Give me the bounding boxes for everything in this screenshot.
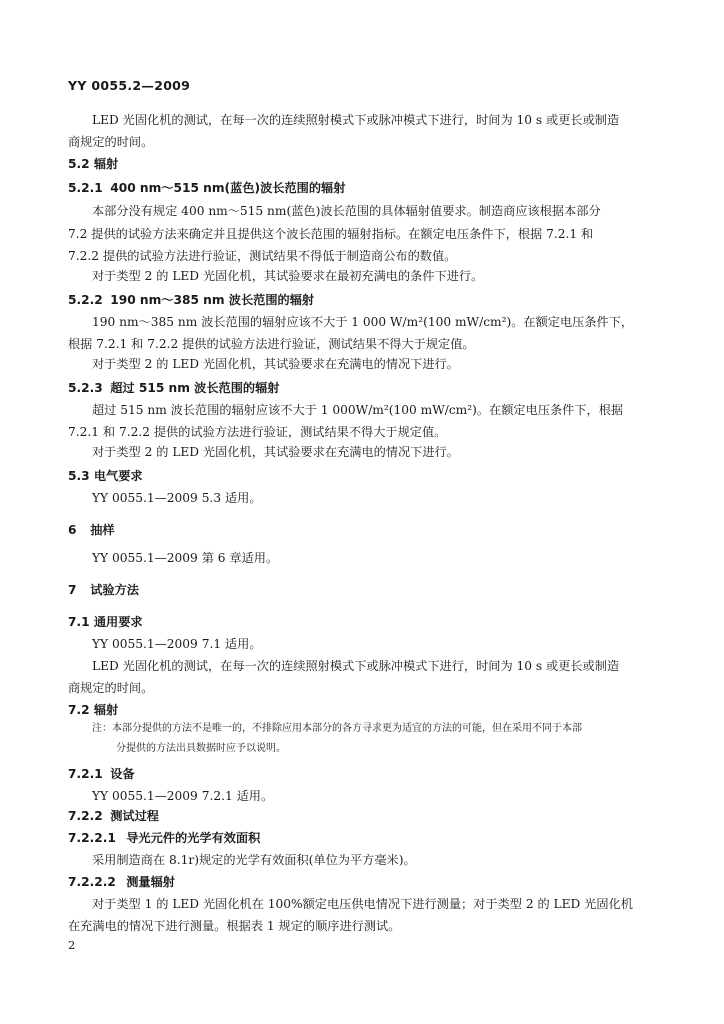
section-title: 400 nm～515 nm(蓝色)波长范围的辐射 (110, 181, 346, 195)
section-title: 超过 515 nm 波长范围的辐射 (110, 381, 280, 395)
section-title: 辐射 (93, 157, 119, 171)
section-title: 测试过程 (110, 809, 159, 823)
section-title: 测量辐射 (126, 875, 175, 889)
section-title: 电气要求 (93, 469, 143, 483)
section-heading-7-2-2-2 (68, 874, 175, 890)
paragraph-line: 对于类型 2 的 LED 光固化机，其试验要求在最初充满电的条件下进行。 (92, 269, 484, 283)
section-heading-7-2-2-1 (68, 830, 260, 846)
section-heading-7-2-1 (68, 766, 135, 782)
paragraph-line: 7.2 提供的试验方法来确定并且提供这个波长范围的辐射指标。在额定电压条件下，根据 7.2.1 和 (68, 227, 594, 241)
section-heading-5-2 (68, 156, 118, 172)
section-title: 设备 (110, 767, 135, 781)
paragraph-line: 超过 515 nm 波长范围的辐射应该不大于 1 000W/m²(100 mW/cm²)。在额定电压条件下，根据 (92, 403, 624, 417)
section-title: 抽样 (90, 523, 115, 537)
paragraph-line: YY 0055.1—2009 7.2.1 适用。 (92, 789, 274, 803)
section-number: 7.2.2 (68, 809, 103, 823)
paragraph-line: 采用制造商在 8.1r)规定的光学有效面积(单位为平方毫米)。 (92, 853, 416, 867)
paragraph-line: 根据 7.2.1 和 7.2.2 提供的试验方法进行验证，测试结果不得大于规定值。 (68, 337, 475, 351)
section-number: 5.2.1 (68, 181, 103, 195)
section-title: 辐射 (93, 703, 119, 717)
paragraph-line: 商规定的时间。 (68, 681, 154, 695)
paragraph-line: LED 光固化机的测试，在每一次的连续照射模式下或脉冲模式下进行，时间为 10 s 或更长或制造 (92, 113, 620, 127)
chapter-heading-7 (68, 582, 139, 598)
note-line: 分提供的方法出具数据时应予以说明。 (116, 743, 286, 754)
section-title: 导光元件的光学有效面积 (126, 831, 261, 845)
section-heading-5-3 (68, 468, 143, 484)
section-heading-5-2-1 (68, 180, 345, 196)
section-heading-5-2-2 (68, 292, 314, 308)
paragraph-line: 对于类型 2 的 LED 光固化机，其试验要求在充满电的情况下进行。 (92, 357, 459, 371)
paragraph-line: LED 光固化机的测试，在每一次的连续照射模式下或脉冲模式下进行，时间为 10 s 或更长或制造 (92, 659, 620, 673)
section-number: 5.3 (68, 469, 90, 483)
paragraph-line: 本部分没有规定 400 nm～515 nm(蓝色)波长范围的具体辐射值要求。制造商应该根据本部分 (92, 204, 601, 218)
paragraph-line: 7.2.2 提供的试验方法进行验证，测试结果不得低于制造商公布的数值。 (68, 249, 457, 263)
page-number: 2 (68, 938, 76, 952)
section-title: 试验方法 (90, 583, 139, 597)
section-number: 7.2.2.1 (68, 831, 116, 845)
paragraph-line: YY 0055.1—2009 5.3 适用。 (92, 491, 262, 505)
paragraph-line: 商规定的时间。 (68, 135, 154, 149)
paragraph-line: YY 0055.1—2009 7.1 适用。 (92, 637, 262, 651)
paragraph-line: 对于类型 2 的 LED 光固化机，其试验要求在充满电的情况下进行。 (92, 445, 459, 459)
paragraph-line: 190 nm～385 nm 波长范围的辐射应该不大于 1 000 W/m²(100 mW/cm²)。在额定电压条件下， (92, 315, 634, 329)
paragraph-line: YY 0055.1—2009 第 6 章适用。 (92, 551, 279, 565)
section-heading-5-2-3 (68, 380, 279, 396)
section-title: 通用要求 (93, 615, 143, 629)
section-number: 5.2 (68, 157, 90, 171)
chapter-heading-6 (68, 522, 115, 538)
section-heading-7-1 (68, 614, 143, 630)
section-number: 7.1 (68, 615, 90, 629)
section-number: 7.2.2.2 (68, 875, 116, 889)
section-number: 7.2.1 (68, 767, 103, 781)
section-number: 7 (68, 583, 77, 597)
section-number: 7.2 (68, 703, 90, 717)
paragraph-line: 7.2.1 和 7.2.2 提供的试验方法进行验证，测试结果不得大于规定值。 (68, 425, 447, 439)
paragraph-line: 对于类型 1 的 LED 光固化机在 100%额定电压供电情况下进行测量；对于类型 2 的 LED 光固化机 (92, 897, 633, 911)
section-heading-7-2-2 (68, 808, 159, 824)
paragraph-line: 在充满电的情况下进行测量。根据表 1 规定的顺序进行测试。 (68, 919, 401, 933)
note-line: 注：本部分提供的方法不是唯一的，不排除应用本部分的各方寻求更为适宜的方法的可能，但在采用不同于本部 (92, 723, 582, 734)
section-number: 6 (68, 523, 77, 537)
section-title: 190 nm～385 nm 波长范围的辐射 (110, 293, 315, 307)
section-number: 5.2.2 (68, 293, 103, 307)
standard-code-header: YY 0055.2—2009 (68, 78, 191, 93)
section-heading-7-2 (68, 702, 118, 718)
section-number: 5.2.3 (68, 381, 103, 395)
